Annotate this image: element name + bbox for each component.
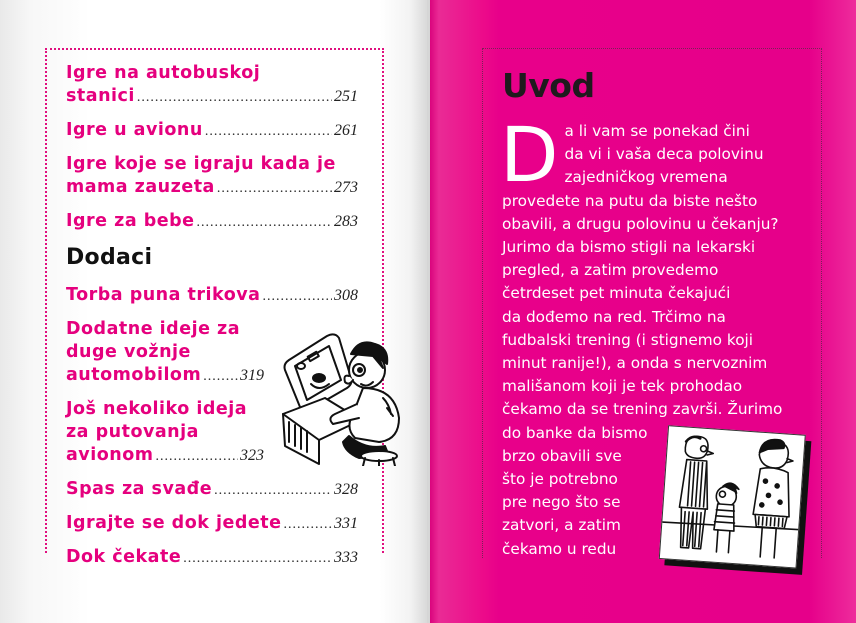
dot-leader [203, 369, 238, 385]
toc-entry-title-line: Torba puna trikova [66, 285, 261, 305]
body-line: provedete na putu da biste nešto [502, 191, 758, 210]
toc-entry[interactable] [66, 210, 358, 233]
body-line: fudbalski trening (i stignemo koji [502, 330, 754, 349]
toc-page-number: 328 [334, 481, 358, 498]
toc-entry-title-line: avionom [66, 445, 154, 465]
dot-leader [205, 124, 332, 140]
illustration-panel [659, 425, 806, 568]
dot-leader [197, 215, 332, 231]
toc-page-number: 308 [334, 287, 358, 304]
drop-cap: D [500, 110, 559, 199]
toc-entry-title-line: Igre na autobuskoj [66, 63, 261, 83]
toc-entry-title-line: stanici [66, 86, 135, 106]
toc-entry[interactable] [66, 398, 264, 467]
body-line: do banke da bismo [502, 423, 648, 442]
toc-entry[interactable] [66, 546, 358, 569]
body-line: četrdeset pet minuta čekajući [502, 284, 731, 303]
body-line: a li vam se ponekad čini [564, 122, 750, 140]
toc-entry-title-line: Igrajte se dok jedete [66, 513, 282, 533]
toc-page-number: 261 [334, 122, 358, 139]
dot-leader [217, 181, 332, 197]
toc-entry[interactable] [66, 318, 264, 387]
toc-entry-title-line: Dodatne ideje za [66, 319, 241, 339]
body-line: mališanom koji je tek prohodao [502, 377, 743, 396]
body-line: da vi i vaša deca polovinu [564, 145, 764, 164]
toc-entry-title-line: Igre koje se igraju kada je [66, 154, 336, 174]
dot-leader [262, 289, 332, 305]
dot-leader [137, 90, 332, 106]
toc-entry[interactable] [66, 284, 358, 307]
body-line: što je potrebno [502, 470, 618, 489]
toc-entry-title-line: mama zauzeta [66, 177, 215, 197]
toc-entry-title-line: Dok čekate [66, 547, 182, 567]
toc-entry-title-line: Spas za svađe [66, 479, 213, 499]
toc-page-number: 273 [334, 179, 358, 196]
body-line: minut ranije!), a onda s nervoznim [502, 354, 768, 373]
family-waiting-illustration [658, 425, 810, 577]
toc-page-number: 319 [240, 367, 264, 384]
toc-entry-title-line: za putovanja [66, 422, 199, 442]
toc-entry-title-line: Igre za bebe [66, 211, 195, 231]
toc-entry[interactable] [66, 62, 358, 108]
dot-leader [155, 449, 238, 465]
dot-leader [214, 483, 332, 499]
toc-entry[interactable] [66, 512, 358, 535]
body-line: čekamo u redu [502, 539, 617, 558]
dot-leader [183, 551, 332, 567]
page-title: Uvod [502, 66, 595, 105]
boy-at-computer-cartoon-icon [275, 318, 403, 466]
toc-page-number: 283 [334, 213, 358, 230]
toc-page-number: 331 [334, 515, 358, 532]
toc-page-number: 251 [334, 88, 358, 105]
body-line: obavili, a drugu polovinu u čekanju? [502, 214, 779, 233]
body-line: pregled, a zatim provedemo [502, 261, 719, 280]
toc-entry[interactable] [66, 119, 358, 142]
body-line: čekamo da se trening završi. Žurimo [502, 400, 783, 419]
section-heading-dodaci: Dodaci [66, 245, 153, 270]
toc-page-number: 333 [334, 549, 358, 566]
body-line: Jurimo da bismo stigli na lekarski [502, 238, 756, 257]
toc-page-number: 323 [240, 447, 264, 464]
toc-entry-title-line: Još nekoliko ideja [66, 399, 248, 419]
body-line: zatvori, a zatim [502, 516, 621, 535]
family-waiting-in-line-cartoon-icon [660, 426, 806, 568]
toc-entry[interactable] [66, 153, 358, 199]
body-line: da dođemo na red. Trčimo na [502, 307, 726, 326]
boy-at-computer-illustration [275, 318, 403, 466]
toc-entry-title-line: duge vožnje [66, 342, 191, 362]
toc-entry-title-line: Igre u avionu [66, 120, 203, 140]
toc-entry[interactable] [66, 478, 358, 501]
body-line: brzo obavili sve [502, 446, 622, 465]
body-line: zajedničkog vremena [564, 168, 728, 187]
toc-entry-title-line: automobilom [66, 365, 202, 385]
book-spine [428, 0, 430, 623]
dot-leader [283, 517, 332, 533]
body-line: pre nego što se [502, 493, 621, 512]
